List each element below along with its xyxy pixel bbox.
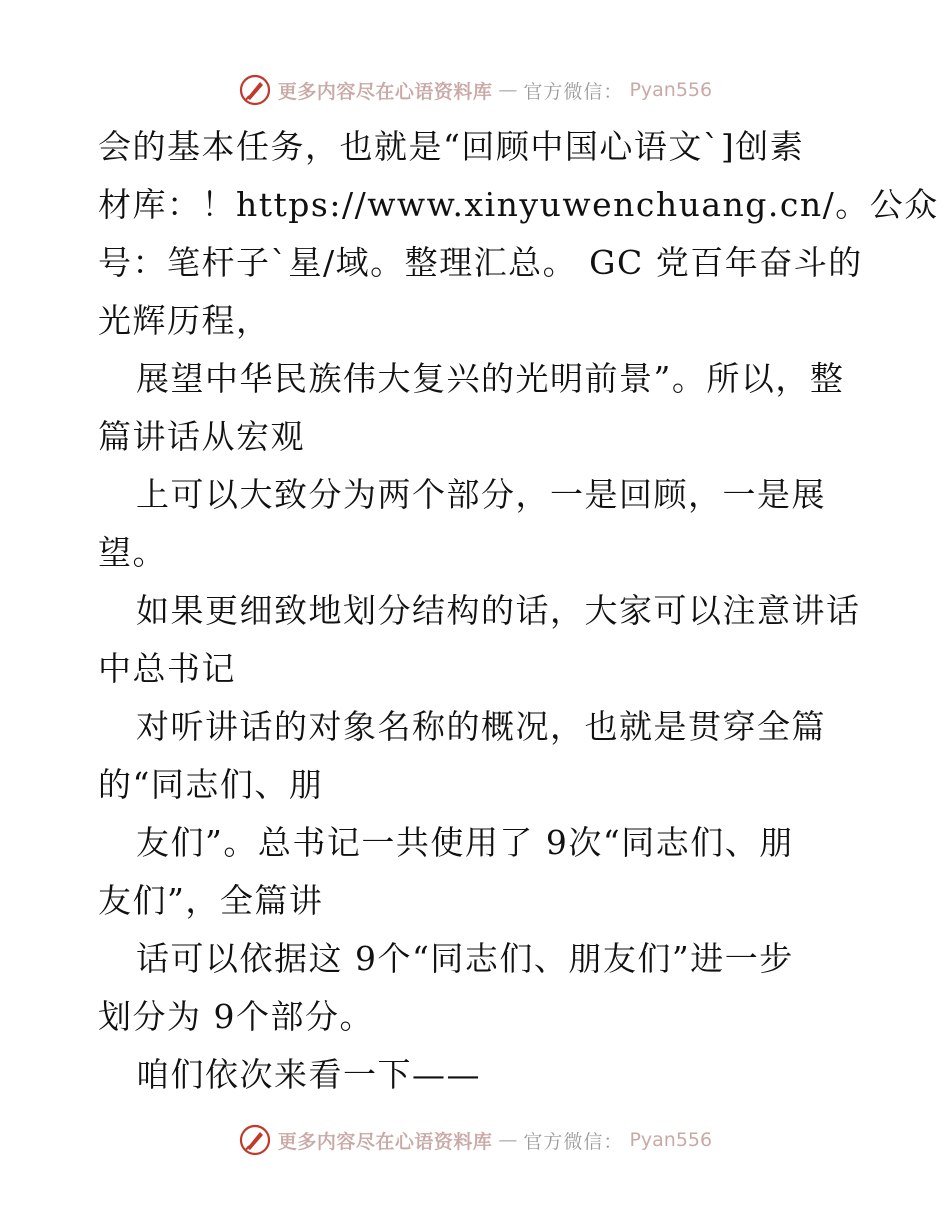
quill-logo-icon xyxy=(238,73,272,107)
header-watermark xyxy=(0,70,950,110)
body-line: 划分为 9个部分。 xyxy=(98,997,374,1036)
body-line: 的“同志们、朋 xyxy=(98,765,324,804)
body-line: 对听讲话的对象名称的概况，也就是贯穿全篇 xyxy=(136,707,826,746)
body-line: 上可以大致分为两个部分，一是回顾，一是展 xyxy=(136,475,826,514)
body-line: 篇讲话从宏观 xyxy=(98,417,305,456)
body-line: 望。 xyxy=(98,533,167,572)
watermark-dash: — xyxy=(498,79,518,101)
body-line: 材库：！https://www.xinyuwenchuang.cn/。公众 xyxy=(98,185,939,224)
watermark-wechat-label: 官方微信： xyxy=(523,80,624,103)
body-line: 中总书记 xyxy=(98,649,236,688)
body-line: 会的基本任务，也就是“回顾中国心语文`]创素 xyxy=(98,127,805,166)
document-body xyxy=(98,118,939,1104)
body-line: 咱们依次来看一下—— xyxy=(136,1055,481,1094)
watermark-dash: — xyxy=(498,1129,518,1151)
body-line: 友们”。总书记一共使用了 9次“同志们、朋 xyxy=(136,823,794,862)
body-line: 友们”，全篇讲 xyxy=(98,881,324,920)
footer-watermark xyxy=(0,1120,950,1160)
watermark-brand-text: 更多内容尽在心语资料库 xyxy=(277,80,493,103)
body-line: 光辉历程， xyxy=(98,301,271,340)
body-line: 话可以依据这 9个“同志们、朋友们”进一步 xyxy=(136,939,794,978)
watermark-wechat-label: 官方微信： xyxy=(523,1130,624,1153)
body-line: 号：笔杆子`星/域。整理汇总。 GC 党百年奋斗的 xyxy=(98,243,863,282)
body-line: 展望中华民族伟大复兴的光明前景”。所以，整 xyxy=(136,359,845,398)
quill-logo-icon xyxy=(238,1123,272,1157)
watermark-wechat-id: Pyan556 xyxy=(629,1129,713,1151)
watermark-brand-text: 更多内容尽在心语资料库 xyxy=(277,1130,493,1153)
body-line: 如果更细致地划分结构的话，大家可以注意讲话 xyxy=(136,591,861,630)
watermark-wechat-id: Pyan556 xyxy=(629,79,713,101)
